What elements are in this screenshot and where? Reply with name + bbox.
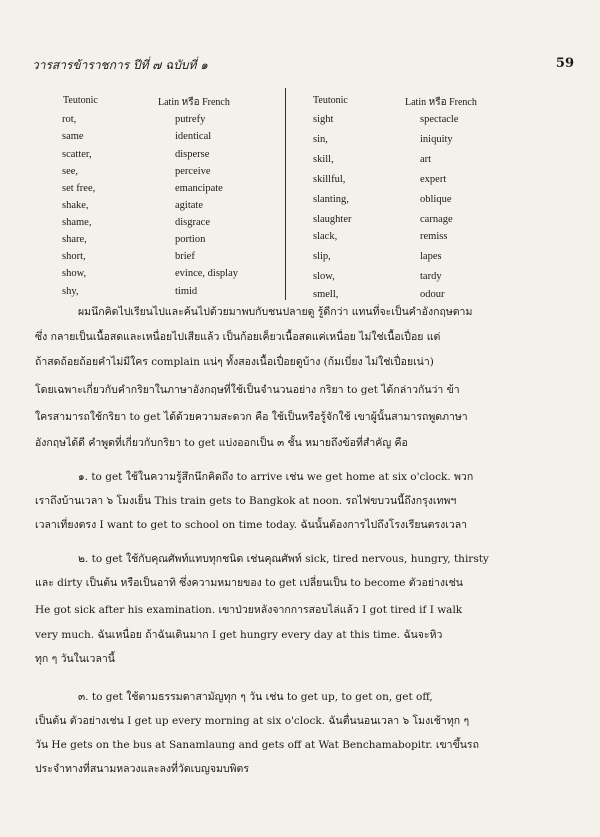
word-item: portion bbox=[175, 234, 206, 245]
word-item: expert bbox=[420, 174, 447, 185]
word-item: skillful, bbox=[313, 174, 346, 185]
paragraph-line: ๓. to get ใช้ตามธรรมดาสามัญทุก ๆ วัน เช่น to get up, to get on, get off, bbox=[78, 691, 433, 703]
word-item: emancipate bbox=[175, 183, 223, 194]
word-item: lapes bbox=[420, 251, 442, 262]
word-item: perceive bbox=[175, 166, 211, 177]
right-teutonic-header: Teutonic bbox=[313, 95, 348, 106]
word-item: same bbox=[62, 131, 84, 142]
paragraph-line: ผมนึกคิดไปเรียนไปและค้นไปด้วยมาพบกับชนปลายดู รู้ดีกว่า แทนที่จะเป็นคำอังกฤษตาม bbox=[78, 306, 473, 318]
paragraph-line: ใครสามารถใช้กริยา to get ได้ด้วยความสะดวก คือ ใช้เป็นหรือรู้จักใช้ เขาผู้นั้นสามารถพูดภาษา bbox=[35, 411, 468, 423]
word-item: disperse bbox=[175, 149, 210, 160]
right-latin-header: Latin หรือ French bbox=[405, 97, 477, 108]
word-item: tardy bbox=[420, 271, 442, 282]
paragraph-line: He got sick after his examination. เขาป่วยหลังจากการสอบไล่แล้ว I got tired if I walk bbox=[35, 604, 463, 616]
word-item: slack, bbox=[313, 231, 338, 242]
word-item: slanting, bbox=[313, 194, 349, 205]
word-item: shake, bbox=[62, 200, 89, 211]
word-item: odour bbox=[420, 289, 445, 300]
page-header bbox=[32, 56, 574, 74]
word-item: smell, bbox=[313, 289, 339, 300]
paragraph-line: โดยเฉพาะเกี่ยวกับคำกริยาในภาษาอังกฤษที่ใช้เป็นจำนวนอย่าง กริยา to get ได้กล่าวกันว่า ข้า bbox=[35, 384, 460, 396]
column-divider bbox=[285, 88, 286, 300]
word-item: iniquity bbox=[420, 134, 453, 145]
word-item: share, bbox=[62, 234, 87, 245]
paragraph-line: ทุก ๆ วันในเวลานี้ bbox=[35, 653, 115, 665]
paragraph-line: ประจำทางที่สนามหลวงและลงที่วัดเบญจมบพิตร bbox=[35, 763, 249, 775]
word-item: oblique bbox=[420, 194, 452, 205]
word-item: show, bbox=[62, 268, 87, 279]
word-item: scatter, bbox=[62, 149, 92, 160]
paragraph-line: ๒. to get ใช้กับคุณศัพท์แทบทุกชนิด เช่นคุณศัพท์ sick, tired nervous, hungry, thirsty bbox=[78, 553, 489, 565]
left-teutonic-header: Teutonic bbox=[63, 95, 98, 106]
word-item: art bbox=[420, 154, 432, 165]
paragraph-line: เป็นต้น ตัวอย่างเช่น I get up every morning at six o'clock. ฉันตื่นนอนเวลา ๖ โมงเช้าทุก ๆ bbox=[35, 715, 470, 727]
word-item: slip, bbox=[313, 251, 331, 262]
word-item: rot, bbox=[62, 114, 77, 125]
word-item: slaughter bbox=[313, 214, 352, 225]
word-item: identical bbox=[175, 131, 212, 142]
paragraph-line: very much. ฉันเหนื่อย ถ้าฉันเดินมาก I get hungry every day at this time. ฉันจะหิว bbox=[35, 629, 443, 641]
paragraph-line: อังกฤษได้ดี คำพูดที่เกี่ยวกับกริยา to get แบ่งออกเป็น ๓ ชั้น หมายถึงข้อที่สำคัญ คือ bbox=[35, 437, 408, 449]
word-item: evince, display bbox=[175, 268, 238, 279]
paragraph-line: ถ้าสดถ้อยถ้อยคำไม่มีใคร complain แน่ๆ ทั้งสองเนื้อเปื่อยดูบ้าง (ก้มเบี่ยง ไม่ใช่เปื่อยเน่า) bbox=[35, 356, 434, 368]
word-item: timid bbox=[175, 286, 198, 297]
paragraph-line: วัน He gets on the bus at Sanamlaung and gets off at Wat Benchamabopitr. เขาขึ้นรถ bbox=[35, 739, 479, 751]
page-number: 59 bbox=[555, 56, 574, 71]
paragraph-line: เราถึงบ้านเวลา ๖ โมงเย็น This train gets to Bangkok at noon. รถไฟขบวนนี้ถึงกรุงเทพฯ bbox=[35, 495, 457, 507]
word-item: slow, bbox=[313, 271, 335, 282]
paragraph-line: ๑. to get ใช้ในความรู้สึกนึกคิดถึง to arrive เช่น we get home at six o'clock. พวก bbox=[78, 471, 474, 483]
journal-title: วารสารข้าราชการ ปีที่ ๗ ฉบับที่ ๑ bbox=[32, 58, 208, 72]
left-latin-header: Latin หรือ French bbox=[158, 97, 230, 108]
word-item: shy, bbox=[62, 286, 79, 297]
word-item: remiss bbox=[420, 231, 448, 242]
word-item: sin, bbox=[313, 134, 328, 145]
paragraph-line: ซึ่ง กลายเป็นเนื้อสดและเหนื่อยไปเสียแล้ว เป็นก้อยเค็ยวเนื้อสดแค่เหนื่อย ไม่ใช่เนื้อเปื่อย แต่ bbox=[35, 331, 441, 343]
word-item: disgrace bbox=[175, 217, 210, 228]
word-item: agitate bbox=[175, 200, 203, 211]
word-item: see, bbox=[62, 166, 79, 177]
paragraph-line: และ dirty เป็นต้น หรือเป็นอาทิ ซึ่งความหมายของ to get เปลี่ยนเป็น to become ตัวอย่างเช่น bbox=[35, 577, 463, 589]
paragraph-line: เวลาเที่ยงตรง I want to get to school on time today. ฉันนั้นต้องการไปถึงโรงเรียนตรงเวลา bbox=[35, 519, 468, 531]
word-item: skill, bbox=[313, 154, 334, 165]
word-item: sight bbox=[313, 114, 334, 125]
word-item: putrefy bbox=[175, 114, 206, 125]
word-item: brief bbox=[175, 251, 195, 262]
word-item: short, bbox=[62, 251, 86, 262]
word-item: set free, bbox=[62, 183, 96, 194]
word-item: carnage bbox=[420, 214, 453, 225]
word-item: shame, bbox=[62, 217, 92, 228]
word-item: spectacle bbox=[420, 114, 459, 125]
